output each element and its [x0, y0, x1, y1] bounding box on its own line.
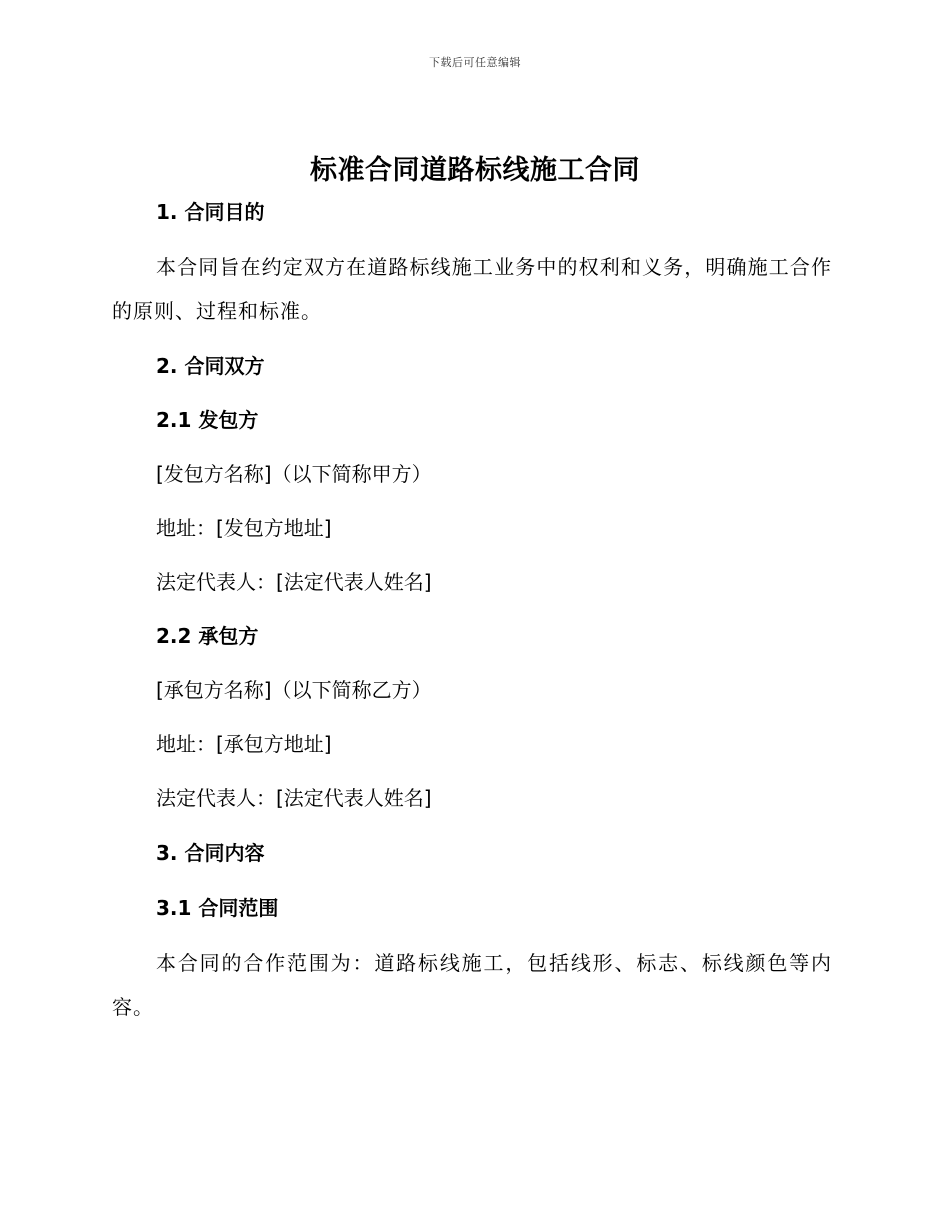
- document-title: 标准合同道路标线施工合同: [310, 155, 640, 186]
- contractor-representative: 法定代表人：[法定代表人姓名]: [156, 786, 432, 810]
- section-1-heading: 1. 合同目的: [156, 200, 265, 224]
- section-2-1-heading: 2.1 发包方: [156, 408, 259, 432]
- section-2-2-heading: 2.2 承包方: [156, 624, 259, 648]
- contractor-name: [承包方名称]（以下简称乙方）: [156, 678, 432, 702]
- section-2-heading: 2. 合同双方: [156, 354, 265, 378]
- section-1-paragraph: 本合同旨在约定双方在道路标线施工业务中的权利和义务，明确施工合作的原则、过程和标准。: [112, 255, 832, 323]
- section-3-1-heading: 3.1 合同范围: [156, 896, 279, 920]
- employer-representative: 法定代表人：[法定代表人姓名]: [156, 570, 432, 594]
- employer-name: [发包方名称]（以下简称甲方）: [156, 462, 432, 486]
- header-note: 下载后可任意编辑: [429, 56, 521, 69]
- employer-address: 地址：[发包方地址]: [156, 516, 332, 540]
- section-3-1-paragraph: 本合同的合作范围为：道路标线施工，包括线形、标志、标线颜色等内容。: [112, 951, 832, 1019]
- section-3-heading: 3. 合同内容: [156, 841, 265, 865]
- contractor-address: 地址：[承包方地址]: [156, 732, 332, 756]
